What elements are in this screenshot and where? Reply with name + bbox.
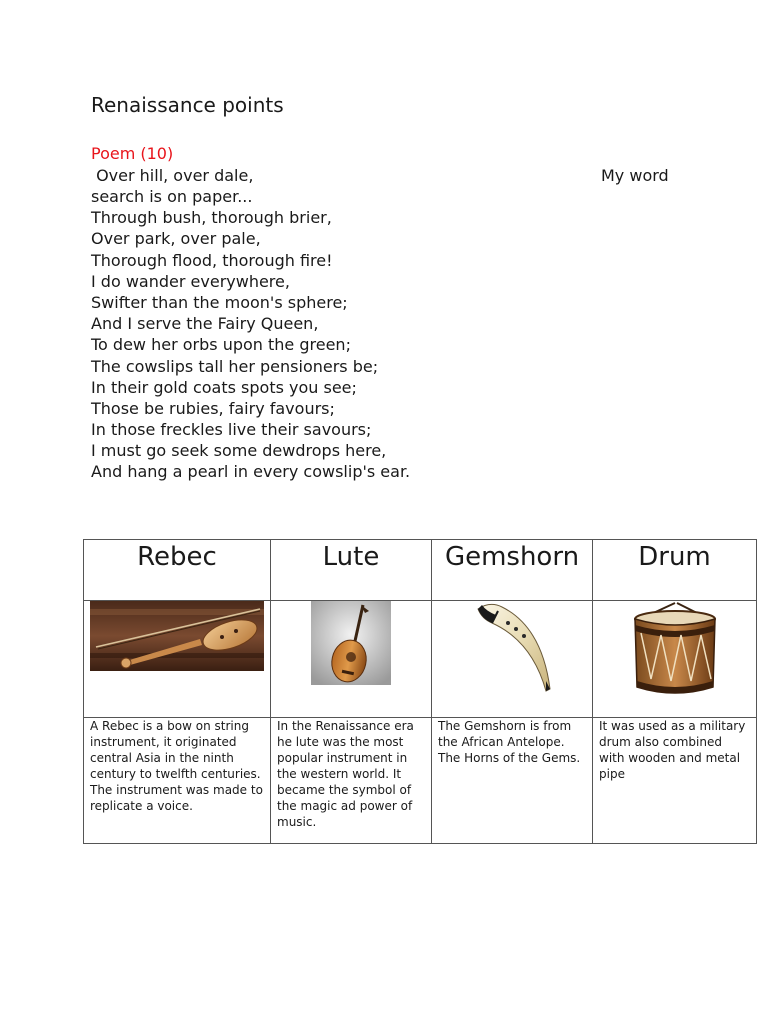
rebec-image: [90, 601, 264, 671]
poem-line: search is on paper...: [91, 187, 253, 206]
poem-body: [91, 186, 410, 483]
gemshorn-description: The Gemshorn is from the African Antelope. The Horns of the Gems.: [432, 718, 593, 844]
header-rebec: Rebec: [84, 540, 271, 601]
poem-line: Those be rubies, fairy favours;: [91, 398, 335, 418]
gemshorn-image: [472, 601, 552, 693]
document-title: Renaissance points: [91, 93, 284, 117]
table-description-row: [84, 718, 757, 844]
table-image-row: [84, 601, 757, 718]
drum-description: It was used as a military drum also combined with wooden and metal pipe: [593, 718, 757, 844]
lute-image: [311, 601, 391, 685]
gemshorn-image-cell: [432, 601, 593, 718]
poem-line: In their gold coats spots you see;: [91, 377, 357, 397]
poem-line: Over park, over pale,: [91, 229, 261, 249]
rebec-description: A Rebec is a bow on string instrument, it originated central Asia in the ninth century to twelfth centuries. The instrument was made to replicate a voice.: [84, 718, 271, 844]
lute-image-cell: [271, 601, 432, 718]
header-gemshorn: Gemshorn: [432, 540, 593, 601]
instruments-table: [83, 539, 757, 844]
poem-first-line-right: My word: [601, 166, 669, 185]
drum-image-cell: [593, 601, 757, 718]
poem-heading: Poem (10): [91, 144, 174, 163]
poem-line: I do wander everywhere,: [91, 271, 290, 291]
poem-line: I must go seek some dewdrops here,: [91, 441, 387, 461]
poem-line: And I serve the Fairy Queen,: [91, 314, 319, 334]
drum-image: [627, 601, 723, 699]
rebec-image-cell: [84, 601, 271, 718]
poem-first-line-left: Over hill, over dale,: [91, 166, 254, 185]
poem-first-line: [91, 165, 681, 186]
poem-line: Through bush, thorough brier,: [91, 208, 332, 228]
header-lute: Lute: [271, 540, 432, 601]
poem-line: Swifter than the moon's sphere;: [91, 292, 348, 312]
header-drum: Drum: [593, 540, 757, 601]
poem-line: The cowslips tall her pensioners be;: [91, 356, 379, 376]
poem-line: In those freckles live their savours;: [91, 420, 372, 440]
poem-line: To dew her orbs upon the green;: [91, 335, 351, 355]
poem-line: And hang a pearl in every cowslip's ear.: [91, 462, 411, 482]
table-header-row: [84, 540, 757, 601]
lute-description: In the Renaissance era he lute was the most popular instrument in the western world. It became the symbol of the magic ad power of music.: [271, 718, 432, 844]
poem-line: Thorough flood, thorough fire!: [91, 250, 333, 270]
